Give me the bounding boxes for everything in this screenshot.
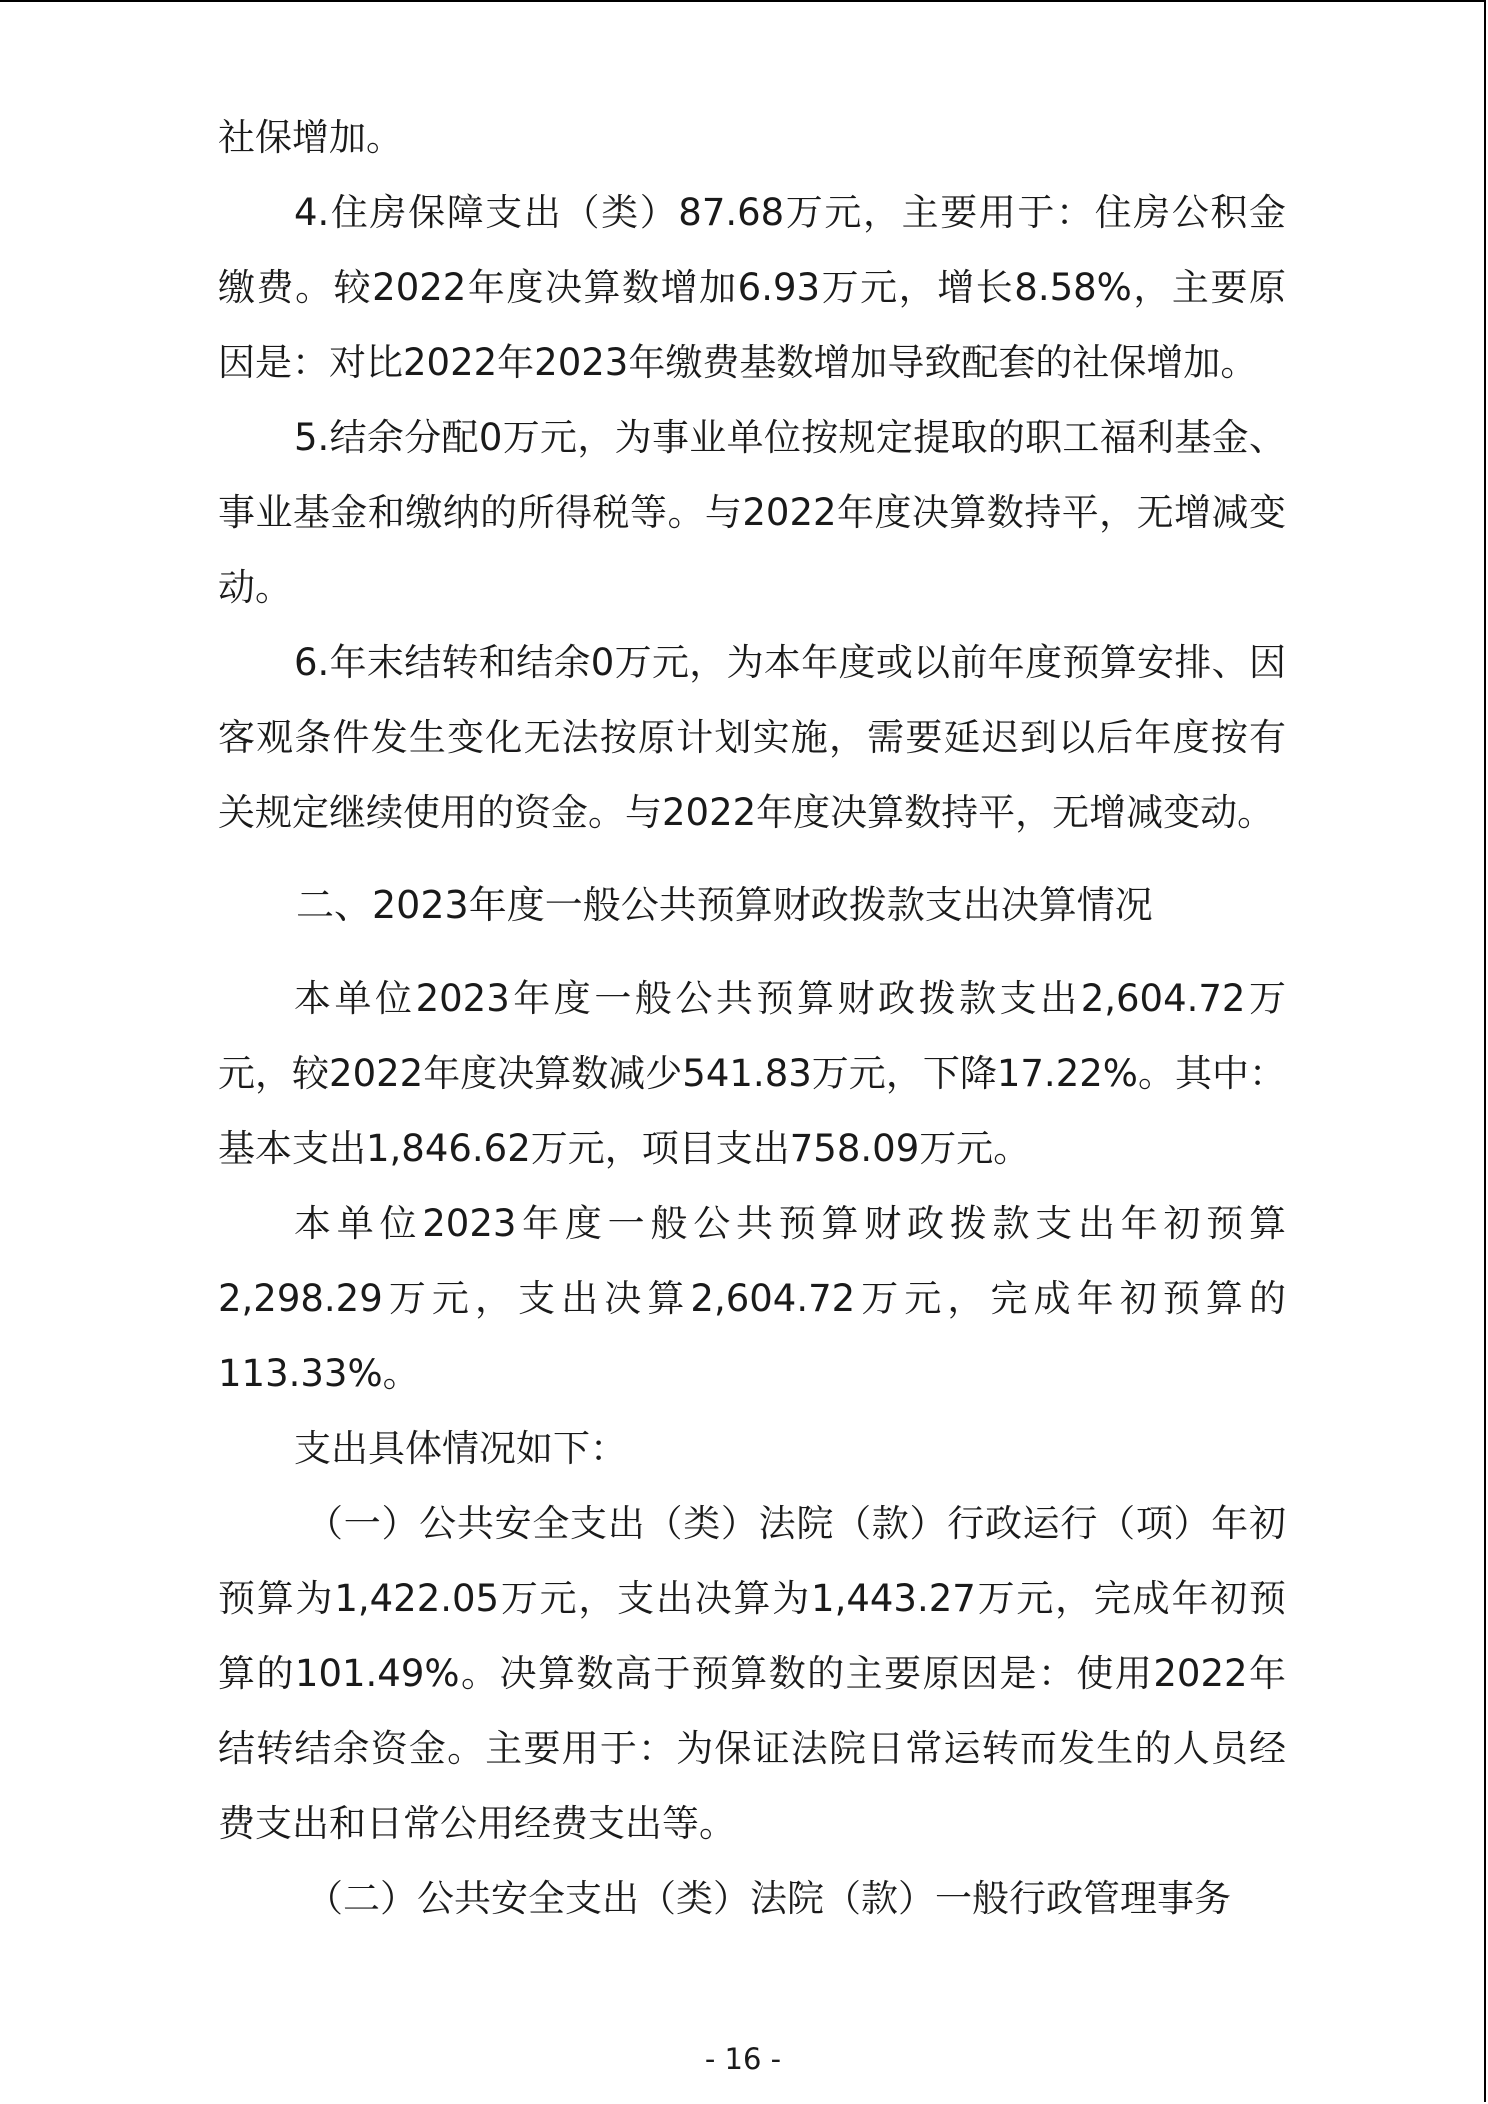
- paragraph-housing-expenditure: 4.住房保障支出（类）87.68万元，主要用于：住房公积金缴费。较2022年度决算数增加6.93万元，增长8.58%，主要原因是：对比2022年2023年缴费基数增加导致配套的社保增加。: [218, 191, 1286, 384]
- paragraph-surplus-distribution: 5.结余分配0万元，为事业单位按规定提取的职工福利基金、事业基金和缴纳的所得税等。与2022年度决算数持平，无增减变动。: [218, 416, 1286, 609]
- paragraph-year-end-balance: 6.年末结转和结余0万元，为本年度或以前年度预算安排、因客观条件发生变化无法按原计划实施，需要延迟到以后年度按有关规定继续使用的资金。与2022年度决算数持平，无增减变动。: [218, 641, 1286, 834]
- paragraph-continuation: 社保增加。: [218, 116, 403, 159]
- page-content: [218, 100, 1286, 1936]
- paragraph-details-intro: 支出具体情况如下：: [294, 1427, 627, 1470]
- paragraph-budget-completion: 本单位2023年度一般公共预算财政拨款支出年初预算2,298.29万元，支出决算2,604.72万元，完成年初预算的113.33%。: [218, 1202, 1286, 1395]
- paragraph-total-expenditure: 本单位2023年度一般公共预算财政拨款支出2,604.72万元，较2022年度决算数减少541.83万元，下降17.22%。其中：基本支出1,846.62万元，项目支出758.09万元。: [218, 977, 1286, 1170]
- page-number: - 16 -: [704, 2042, 782, 2076]
- paragraph-item-two: （二）公共安全支出（类）法院（款）一般行政管理事务: [306, 1877, 1231, 1920]
- section-heading: 二、2023年度一般公共预算财政拨款支出决算情况: [296, 883, 1153, 927]
- paragraph-item-one: （一）公共安全支出（类）法院（款）行政运行（项）年初预算为1,422.05万元，支出决算为1,443.27万元，完成年初预算的101.49%。决算数高于预算数的主要原因是：使用2022年结转结余资金。主要用于：为保证法院日常运转而发生的人员经费支出和日常公用经费支出等。: [218, 1502, 1286, 1845]
